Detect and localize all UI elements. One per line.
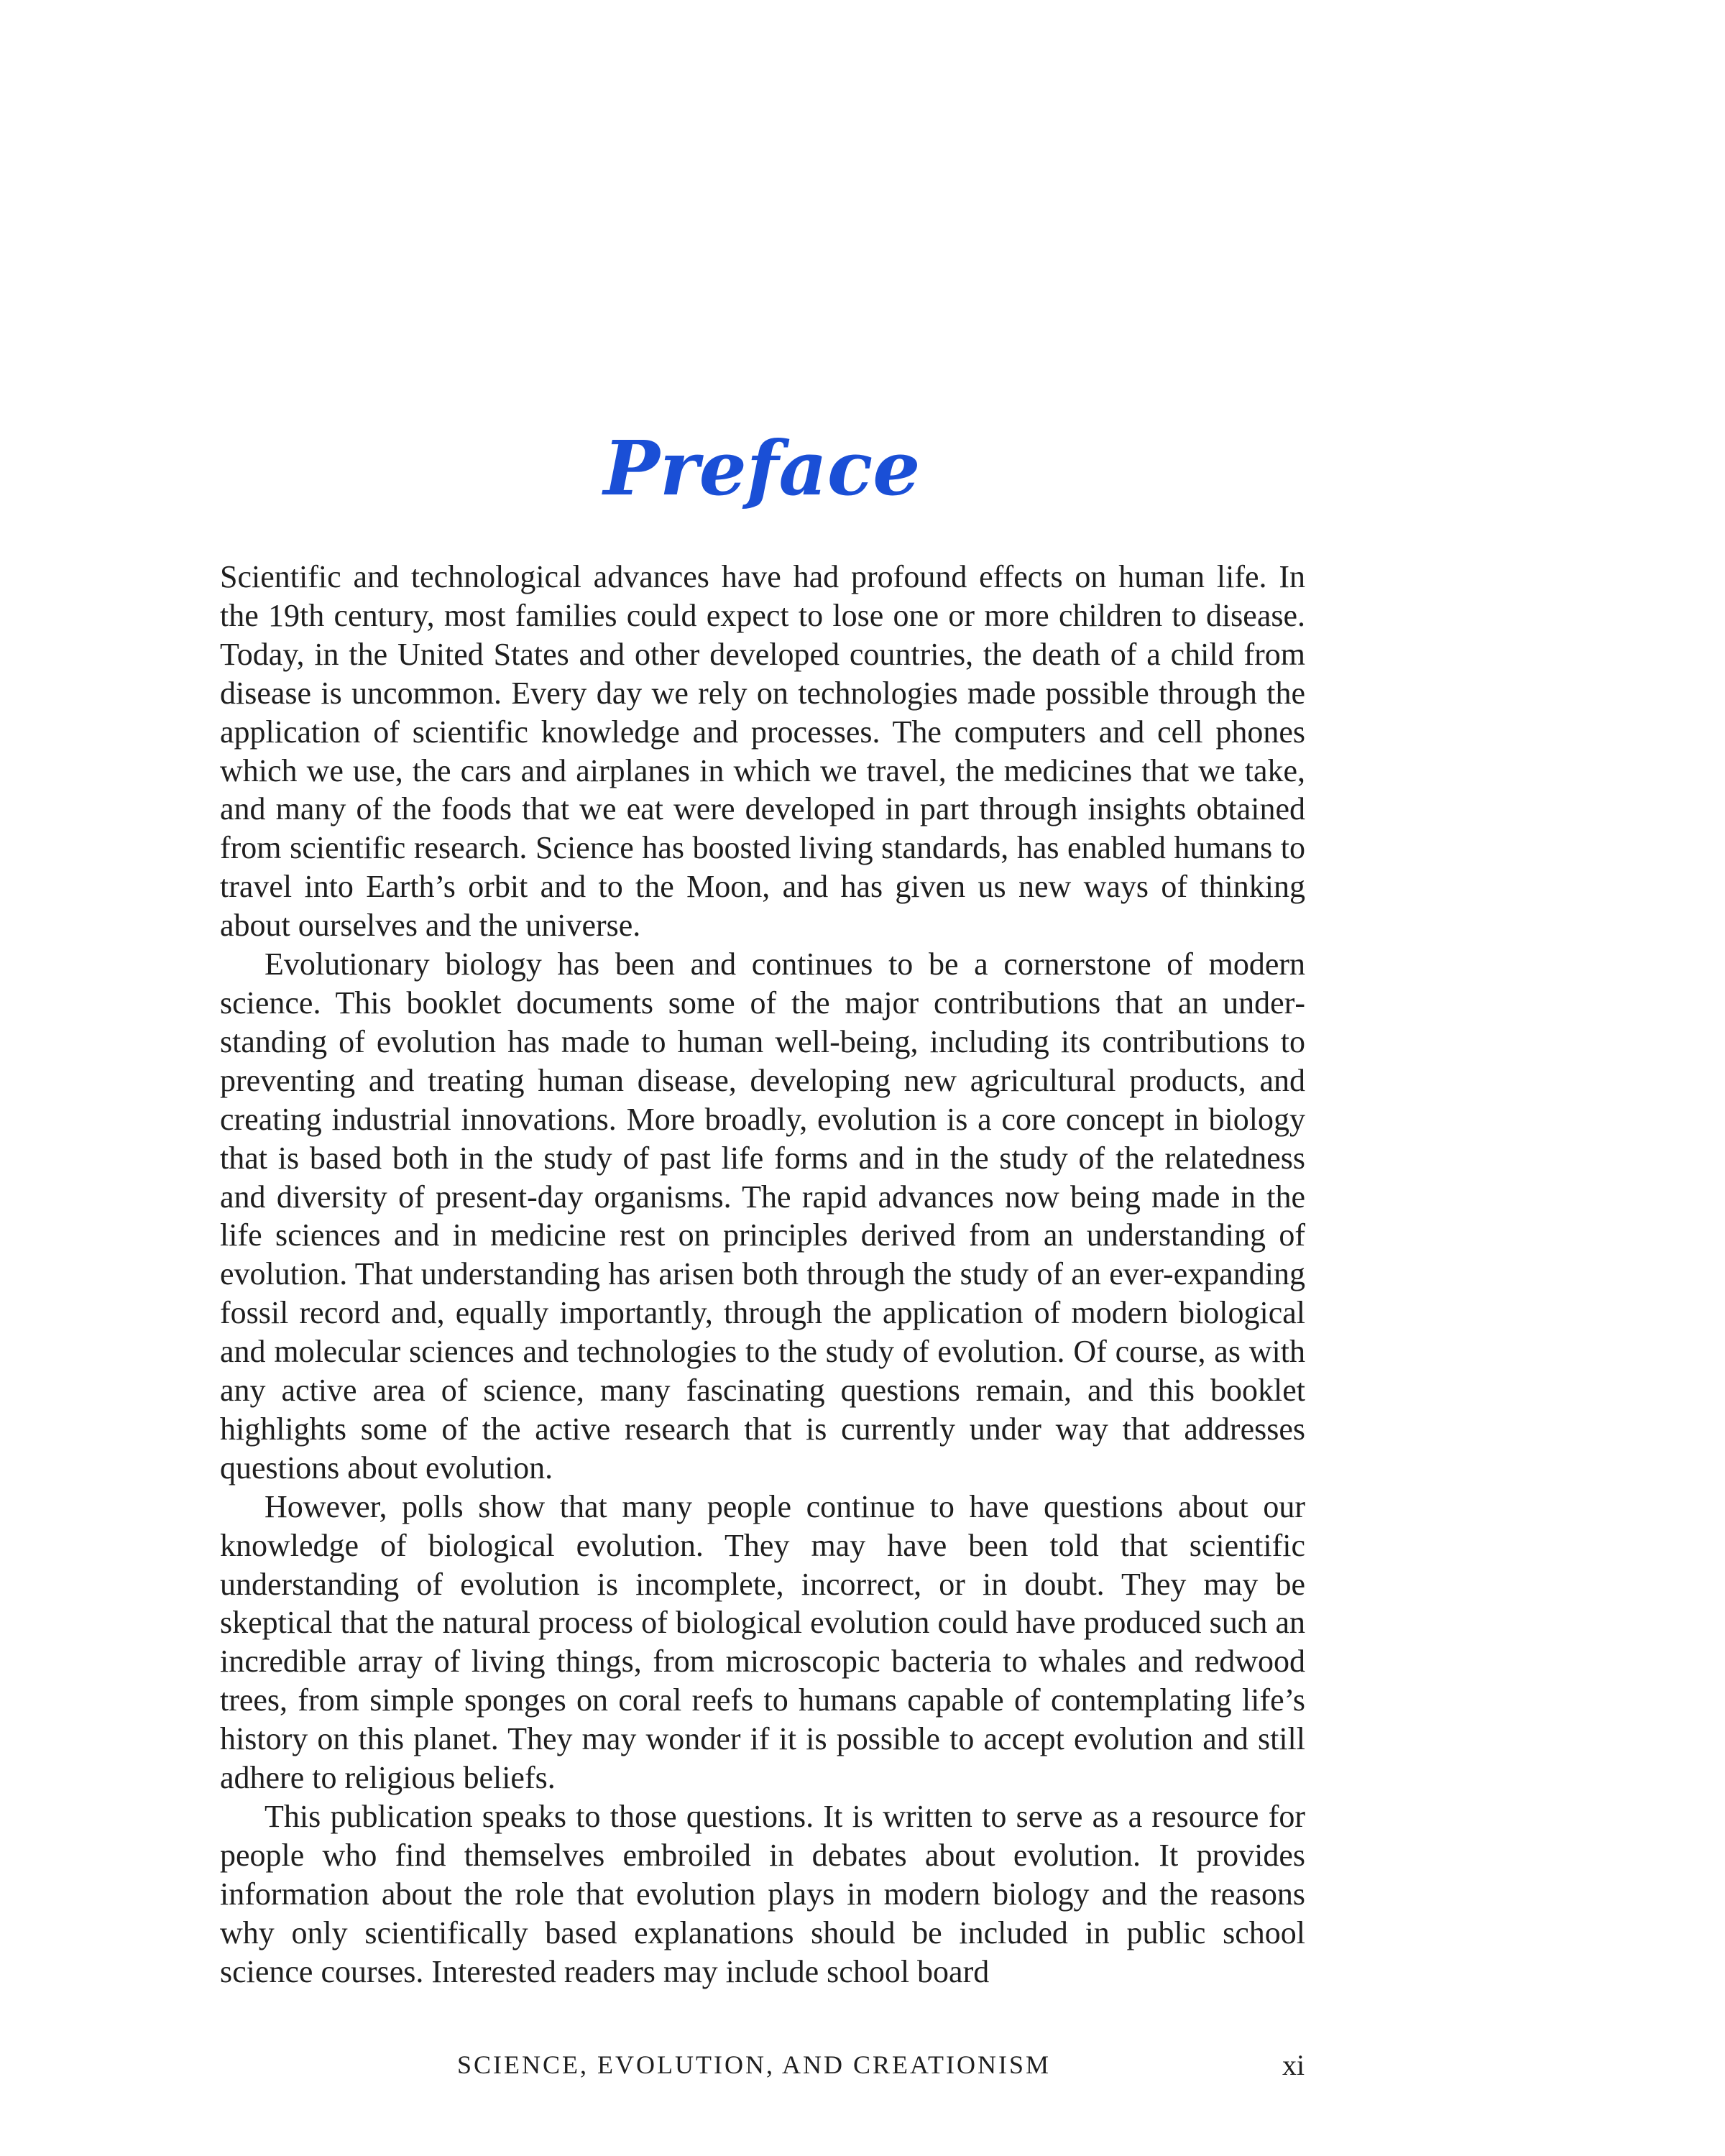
paragraph-4: This publication speaks to those questions. It is written to serve as a resource for people who find themselves embroiled in debates about evolution. It provides information about the role that evolution plays in modern biology and the reasons why only scientifically based explanations should be included in public school science courses. Interested readers may include school board — [220, 1799, 1305, 1989]
paragraph-3: However, polls show that many people continue to have questions about our knowledge of biological evolution. They may have been told that scientific understanding of evolution is incomplete, incorrect, or in doubt. They may be skeptical that the natural process of biological evolution could have produced such an incredible array of living things, from microscopic bacteria to whales and redwood trees, from simple sponges on coral reefs to humans capable of contemplating life’s history on this planet. They may wonder if it is possible to accept evolution and still adhere to religious beliefs. — [220, 1488, 1305, 1796]
page-number: xi — [1282, 2049, 1305, 2081]
running-footer-title: SCIENCE, EVOLUTION, AND CREATIONISM — [457, 2050, 1051, 2079]
paragraph-2: Evolutionary biology has been and continues to be a cornerstone of modern science. This booklet documents some of the major contributions that an understanding of evolution has made to human well-being, including its contributions to preventing and treating human disease, developing new agricultural products, and creating industrial innovations. More broadly, evolution is a core concept in biology that is based both in the study of past life forms and in the study of the relatedness and diversity of present-day organisms. The rapid advances now being made in the life sciences and in medicine rest on principles derived from an understanding of evolution. That understanding has arisen both through the study of an ever-expanding fossil record and, equally importantly, through the application of modern biological and molecular sciences and technologies to the study of evolution. Of course, as with any active area of science, many fascinating questions remain, and this booklet highlights some of the active research that is currently under way that addresses questions about evolution. — [220, 946, 1305, 1485]
paragraph-1: Scientific and technological advances have had profound effects on human life. In the 19th century, most families could expect to lose one or more children to disease. Today, in the United States and other developed countries, the death of a child from disease is uncommon. Every day we rely on technologies made possible through the application of scientific knowledge and processes. The computers and cell phones which we use, the cars and airplanes in which we travel, the medicines that we take, and many of the foods that we eat were developed in part through insights obtained from scientific research. Science has boosted living standards, has enabled humans to travel into Earth’s orbit and to the Moon, and has given us new ways of thinking about ourselves and the universe. — [220, 559, 1305, 944]
chapter-title: Preface — [603, 423, 921, 512]
body-text — [220, 558, 1305, 1991]
